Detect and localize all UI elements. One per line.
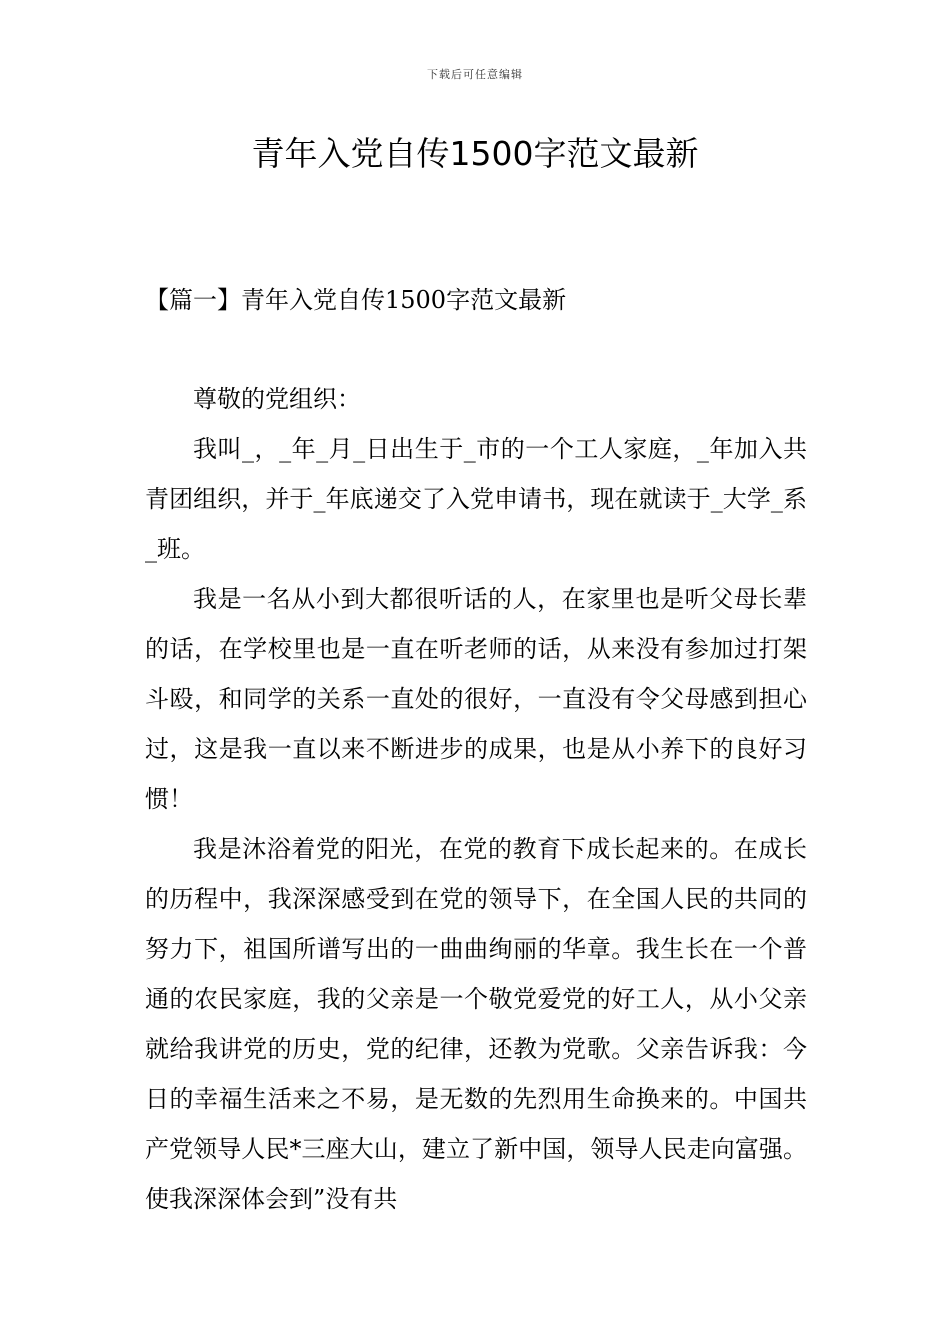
- section-heading: 【篇一】青年入党自传1500字范文最新: [145, 286, 567, 314]
- salutation: 尊敬的党组织：: [193, 385, 361, 413]
- paragraph-2: 我是一名从小到大都很听话的人，在家里也是听父母长辈的话，在学校里也是一直在听老师的话，从来没有参加过打架斗殴，和同学的关系一直处的很好，一直没有令父母感到担心过，这是我一直以来不断进步的成果，也是从小养下的良好习惯！: [145, 585, 807, 813]
- document-title: 青年入党自传1500字范文最新: [251, 134, 699, 173]
- paragraph-1: 我叫_，_年_月_日出生于_市的一个工人家庭，_年加入共青团组织，并于_年底递交了入党申请书，现在就读于_大学_系_班。: [145, 435, 807, 563]
- header-note: 下载后可任意编辑: [427, 68, 523, 81]
- paragraph-3: 我是沐浴着党的阳光，在党的教育下成长起来的。在成长的历程中，我深深感受到在党的领导下，在全国人民的共同的努力下，祖国所谱写出的一曲曲绚丽的华章。我生长在一个普通的农民家庭，我的父亲是一个敬党爱党的好工人，从小父亲就给我讲党的历史，党的纪律，还教为党歌。父亲告诉我：今日的幸福生活来之不易，是无数的先烈用生命换来的。中国共产党领导人民*三座大山，建立了新中国，领导人民走向富强。使我深深体会到”没有共: [145, 835, 807, 1213]
- document-body: [145, 374, 807, 1224]
